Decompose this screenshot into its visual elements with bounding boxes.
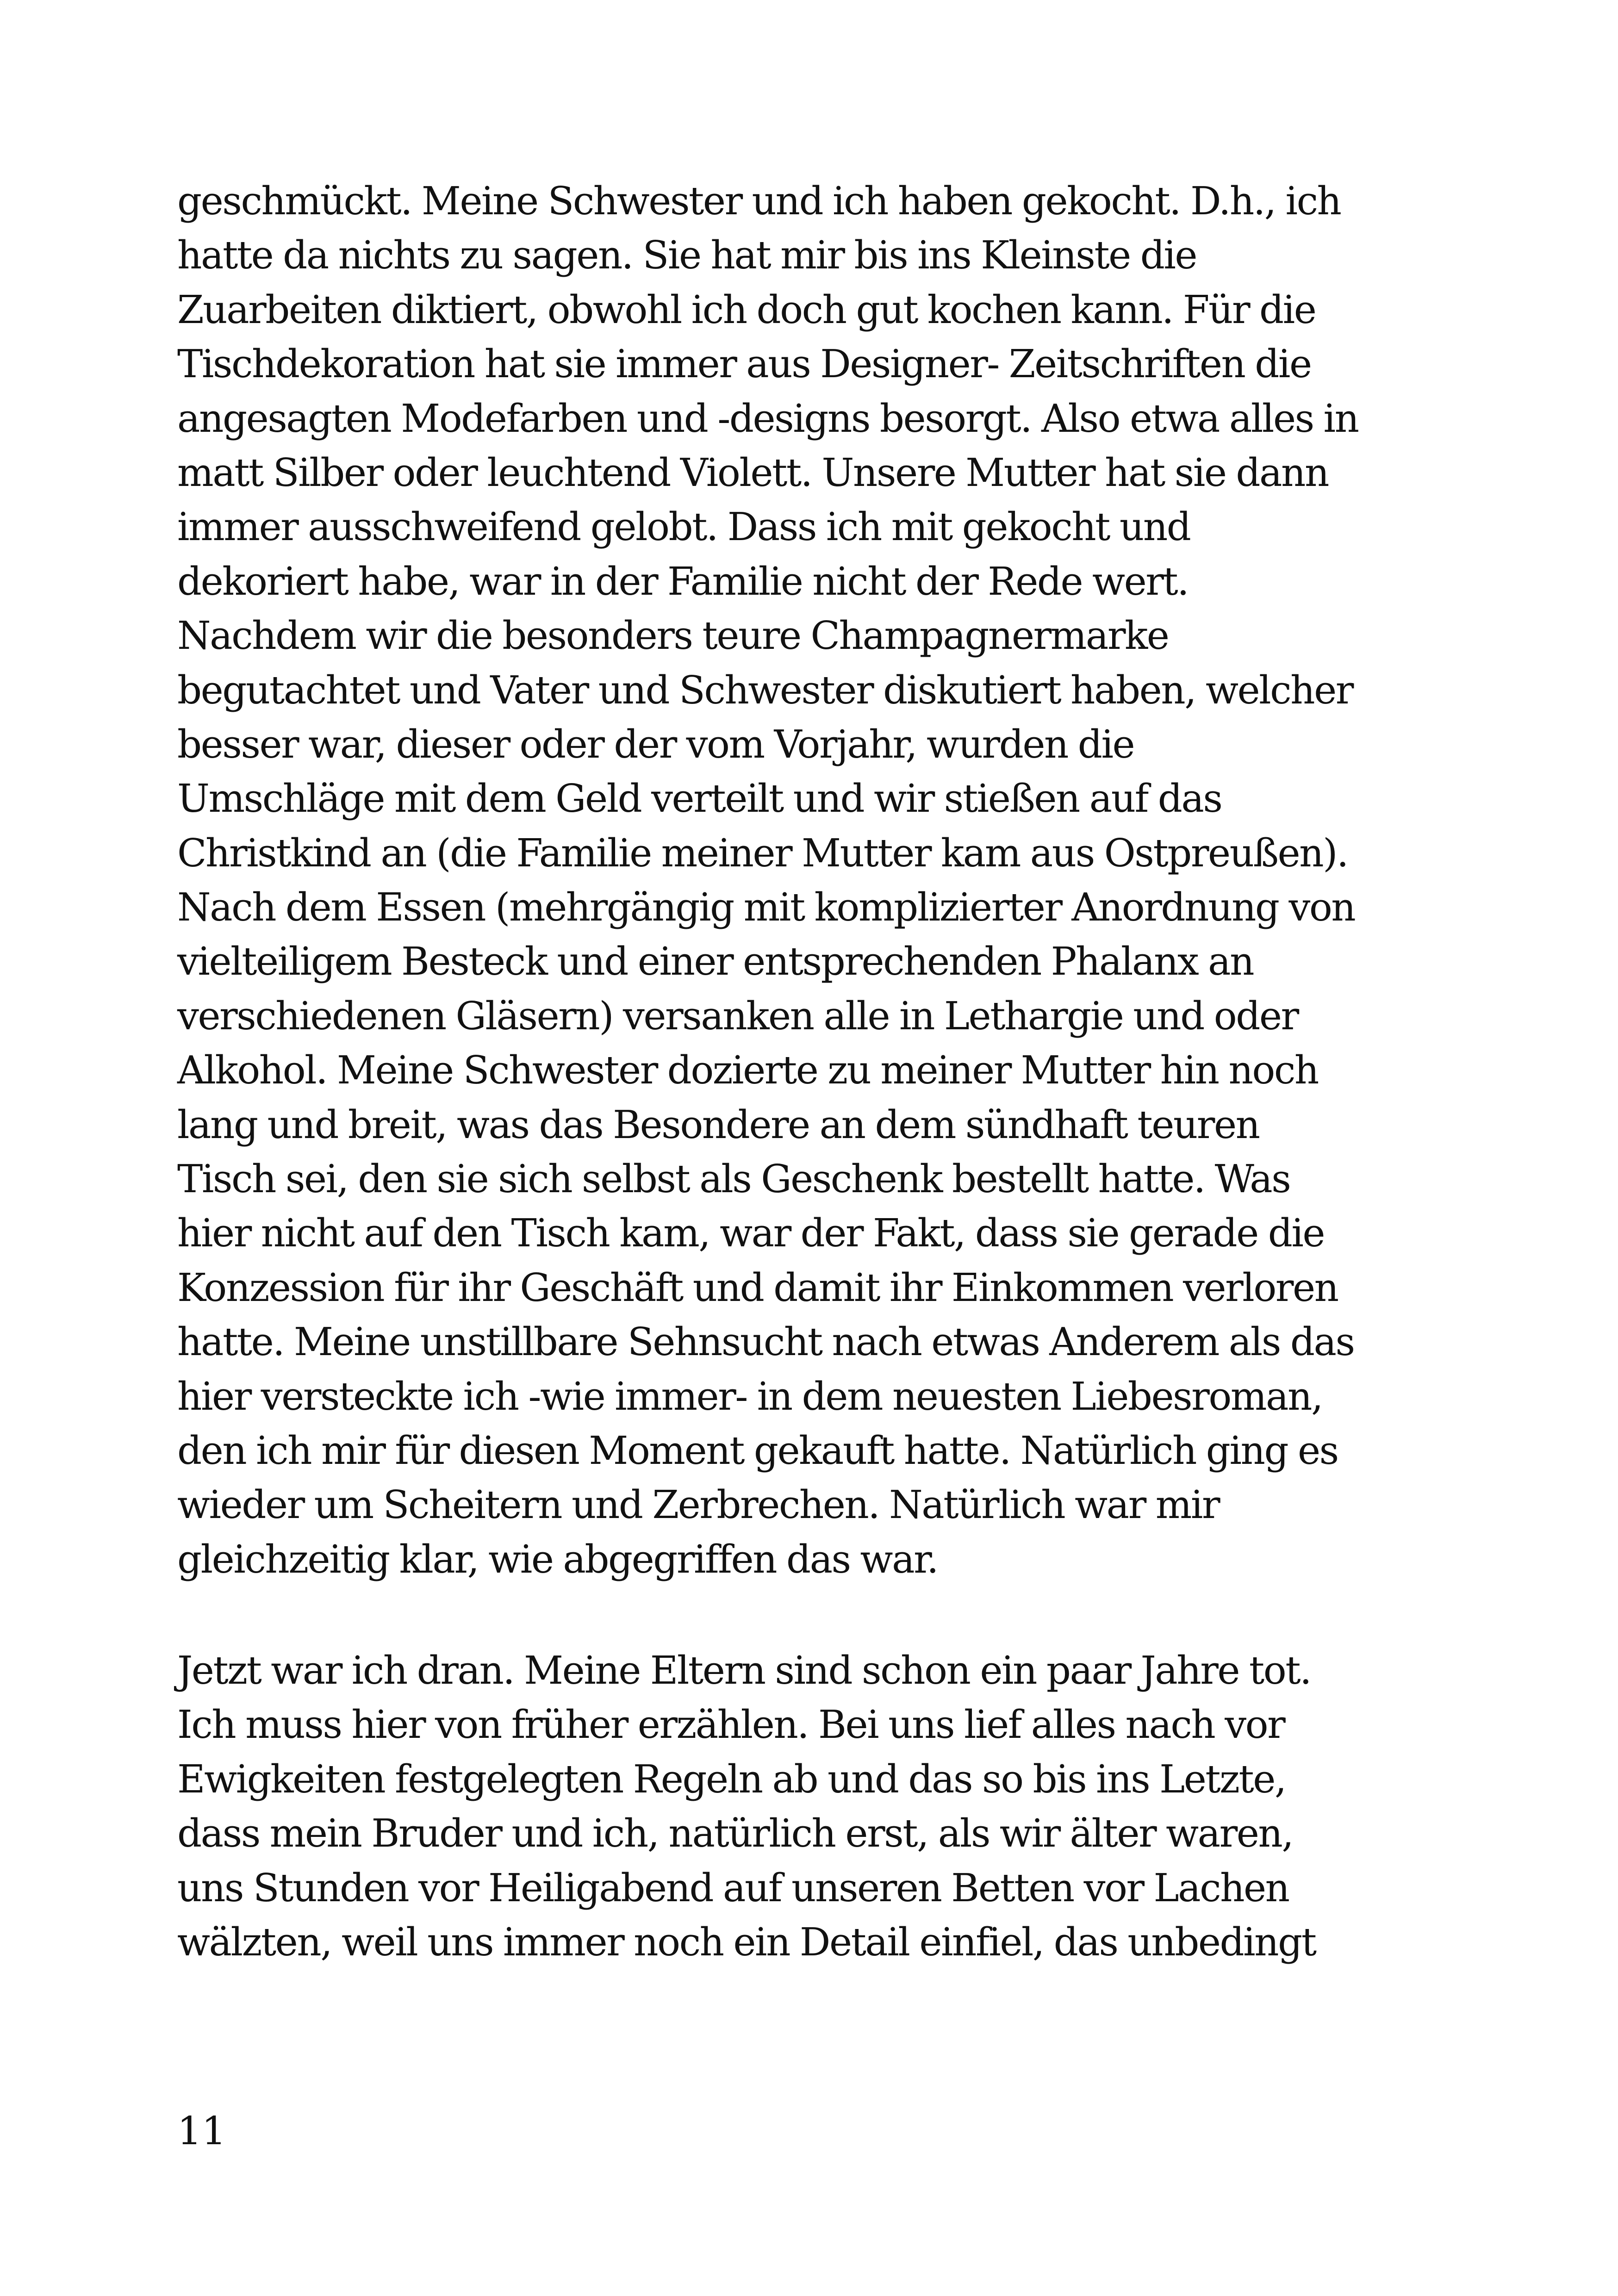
text-line: Ewigkeiten festgelegten Regeln ab und das so bis ins Letzte, [177,1756,1286,1802]
text-line: Tisch sei, den sie sich selbst als Geschenk bestellt hatte. Was [177,1157,1290,1202]
text-line: besser war, dieser oder der vom Vorjahr, wurden die [177,722,1134,767]
text-line: begutachtet und Vater und Schwester diskutiert haben, welcher [177,667,1353,713]
text-line: hier versteckte ich -wie immer- in dem neuesten Liebesroman, [177,1374,1322,1419]
text-line: matt Silber oder leuchtend Violett. Unsere Mutter hat sie dann [177,450,1328,495]
text-line: Christkind an (die Familie meiner Mutter kam aus Ostpreußen). [177,830,1348,876]
text-line: den ich mir für diesen Moment gekauft hatte. Natürlich ging es [177,1428,1338,1473]
text-line: wälzten, weil uns immer noch ein Detail einfiel, das unbedingt [177,1919,1316,1965]
text-line: Ich muss hier von früher erzählen. Bei uns lief alles nach vor [177,1702,1285,1748]
paragraph-2 [177,1643,1473,1969]
text-line: geschmückt. Meine Schwester und ich haben gekocht. D.h., ich [177,179,1341,224]
text-line: Umschläge mit dem Geld verteilt und wir stießen auf das [177,776,1222,821]
text-line: Jetzt war ich dran. Meine Eltern sind schon ein paar Jahre tot. [177,1648,1311,1693]
text-line: Alkohol. Meine Schwester dozierte zu meiner Mutter hin noch [177,1048,1318,1093]
text-line: hatte da nichts zu sagen. Sie hat mir bis ins Kleinste die [177,233,1196,278]
text-line: Nachdem wir die besonders teure Champagnermarke [177,613,1169,659]
text-line: wieder um Scheitern und Zerbrechen. Natürlich war mir [177,1482,1220,1528]
text-line: hatte. Meine unstillbare Sehnsucht nach etwas Anderem als das [177,1319,1354,1365]
text-line: dekoriert habe, war in der Familie nicht der Rede wert. [177,559,1189,604]
text-line: Konzession für ihr Geschäft und damit ihr Einkommen verloren [177,1265,1338,1310]
text-line: dass mein Bruder und ich, natürlich erst, als wir älter waren, [177,1811,1293,1856]
text-line: lang und breit, was das Besondere an dem sündhaft teuren [177,1102,1259,1147]
text-line: vielteiligem Besteck und einer entsprechenden Phalanx an [177,939,1254,984]
text-line: hier nicht auf den Tisch kam, war der Fakt, dass sie gerade die [177,1211,1324,1256]
text-line: Zuarbeiten diktiert, obwohl ich doch gut kochen kann. Für die [177,287,1316,332]
text-line: immer ausschweifend gelobt. Dass ich mit gekocht und [177,504,1190,550]
text-line: Nach dem Essen (mehrgängig mit komplizierter Anordnung von [177,885,1355,930]
text-line: verschiedenen Gläsern) versanken alle in Lethargie und oder [177,993,1298,1039]
paragraph-1 [177,174,1473,1587]
text-line: uns Stunden vor Heiligabend auf unseren Betten vor Lachen [177,1865,1289,1910]
page-number: 11 [177,2109,226,2153]
text-line: Tischdekoration hat sie immer aus Designer- Zeitschriften die [177,342,1311,387]
text-line: angesagten Modefarben und -designs besorgt. Also etwa alles in [177,396,1358,441]
text-line: gleichzeitig klar, wie abgegriffen das war. [177,1537,938,1582]
